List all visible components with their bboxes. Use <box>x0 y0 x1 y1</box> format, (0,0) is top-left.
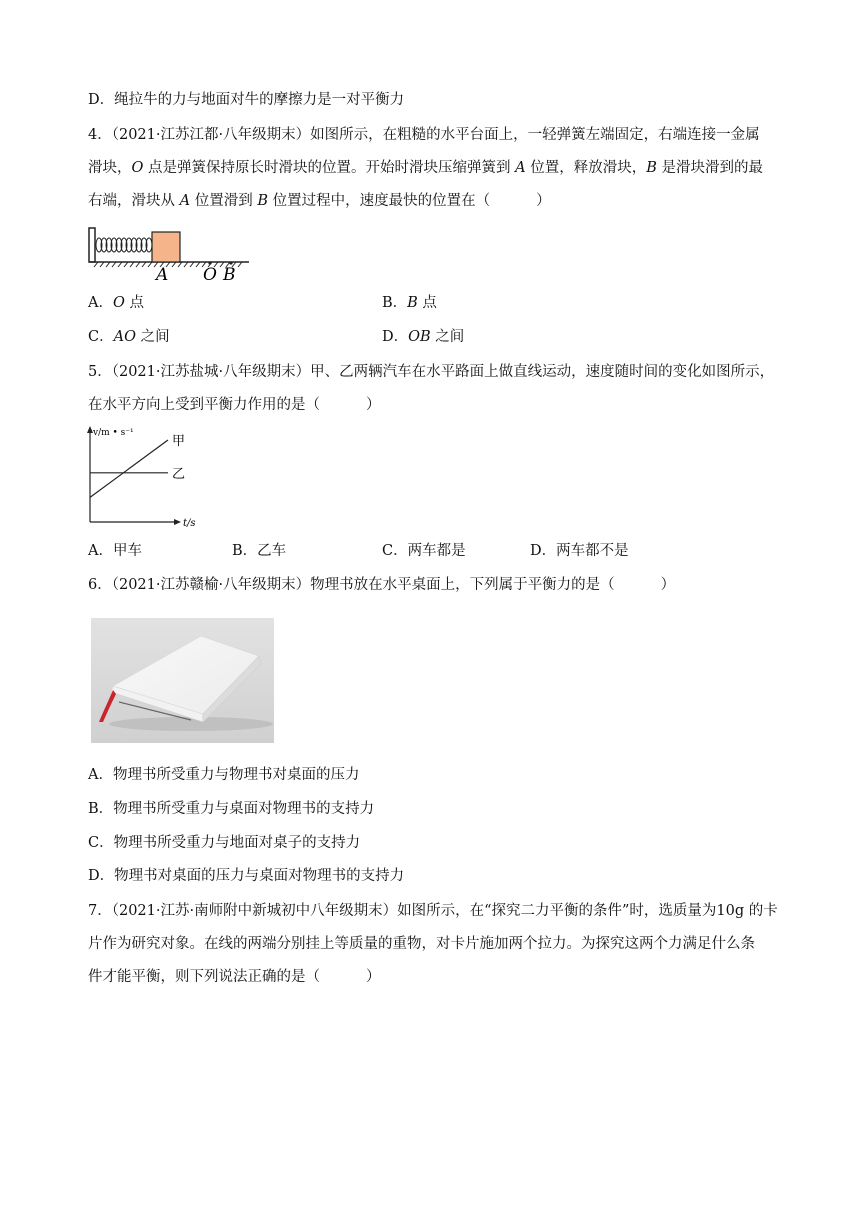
text-span: 是滑块滑到的最 <box>656 160 763 176</box>
q5-stem-line-2 <box>88 395 381 415</box>
q6-option-a: A．物理书所受重力与物理书对桌面的压力 <box>88 767 360 783</box>
label-o: O <box>203 265 217 284</box>
text-span: AO <box>113 329 136 345</box>
text-span: 位置过程中，速度最快的位置在（ <box>267 193 491 209</box>
text-span: 在水平方向上受到平衡力作用的是（ <box>88 397 320 413</box>
q4-option-d <box>382 327 464 347</box>
text-span: 右端，滑块从 <box>88 193 180 209</box>
q5-option-a: A．甲车 <box>88 543 142 559</box>
q5-option-b: B．乙车 <box>232 543 287 559</box>
physics-book-photo <box>91 618 274 743</box>
series-line-0 <box>90 440 168 497</box>
q5-option-d: D．两车都不是 <box>530 543 629 559</box>
wall <box>89 228 95 262</box>
answer-paren-close: ） <box>366 397 381 413</box>
label-b: B <box>223 265 236 284</box>
text-span: 滑块， <box>88 160 132 176</box>
text-span: 位置滑到 <box>190 193 258 209</box>
q6-option-b: B．物理书所受重力与桌面对物理书的支持力 <box>88 801 375 817</box>
text-span: OB <box>408 329 431 345</box>
text-span: 之间 <box>135 329 170 345</box>
text-span: O <box>112 295 125 311</box>
series-label-0: 甲 <box>172 434 186 449</box>
spring <box>96 238 152 252</box>
text-span: 件才能平衡，则下列说法正确的是（ <box>88 969 320 985</box>
q7-stem-line-3 <box>88 967 381 987</box>
q4-option-a <box>88 293 144 313</box>
text-span: D． <box>382 329 409 345</box>
x-axis-arrow <box>174 519 181 525</box>
answer-paren-close: ） <box>660 577 676 593</box>
q4-stem-line-2 <box>88 158 763 178</box>
text-span: B <box>407 295 418 311</box>
text-span: 6．（2021·江苏赣榆·八年级期末）物理书放在水平桌面上，下列属于平衡力的是（ <box>88 577 615 593</box>
q6-option-c: C．物理书所受重力与地面对桌子的支持力 <box>88 835 361 851</box>
italic-a: A <box>179 193 191 209</box>
q6-stem-line-1 <box>88 575 675 595</box>
q4-stem-line-3 <box>88 191 551 211</box>
italic-b: B <box>257 193 268 209</box>
q5-option-c: C．两车都是 <box>382 543 466 559</box>
label-a: A <box>156 265 169 284</box>
x-axis-label: t/s <box>183 518 196 529</box>
text-span: 点是弹簧保持原长时滑块的位置。开始时滑块压缩弹簧到 <box>143 160 516 176</box>
text-span: 点 <box>417 295 437 311</box>
q3-option-d: D．绳拉牛的力与地面对牛的摩擦力是一对平衡力 <box>88 92 405 108</box>
italic-o: O <box>131 160 144 176</box>
italic-b: B <box>646 160 657 176</box>
q7-stem-line-2: 片作为研究对象。在线的两端分别挂上等质量的重物，对卡片施加两个拉力。为探究这两个力满足什么条 <box>88 936 755 952</box>
q4-stem-line-1: 4．（2021·江苏江都·八年级期末）如图所示，在粗糙的水平台面上，一轻弹簧左端固定，右端连接一金属 <box>88 127 760 143</box>
q7-stem-line-1: 7．（2021·江苏·南师附中新城初中八年级期末）如图所示，在“探究二力平衡的条件”时，选质量为10g 的卡 <box>88 903 778 919</box>
italic-a: A <box>515 160 526 176</box>
spring-block-figure <box>84 222 254 284</box>
metal-block <box>152 232 180 262</box>
book-shadow <box>109 717 273 731</box>
answer-paren-close: ） <box>536 193 551 209</box>
q4-option-b <box>382 293 437 313</box>
text-span: A． <box>88 295 113 311</box>
text-span: 点 <box>124 295 144 311</box>
velocity-time-chart <box>84 424 204 530</box>
q6-option-d: D．物理书对桌面的压力与桌面对物理书的支持力 <box>88 868 405 884</box>
y-axis-label: v/m • s⁻¹ <box>93 428 134 438</box>
q4-option-c <box>88 327 170 347</box>
text-span: B． <box>382 295 408 311</box>
text-span: C． <box>88 329 114 345</box>
text-span: 之间 <box>430 329 465 345</box>
text-span: 位置，释放滑块， <box>525 160 647 176</box>
q5-stem-line-1: 5．（2021·江苏盐城·八年级期末）甲、乙两辆汽车在水平路面上做直线运动，速度随时间的变化如图所示， <box>88 364 775 380</box>
series-label-1: 乙 <box>172 466 186 482</box>
answer-paren-close: ） <box>366 969 381 985</box>
